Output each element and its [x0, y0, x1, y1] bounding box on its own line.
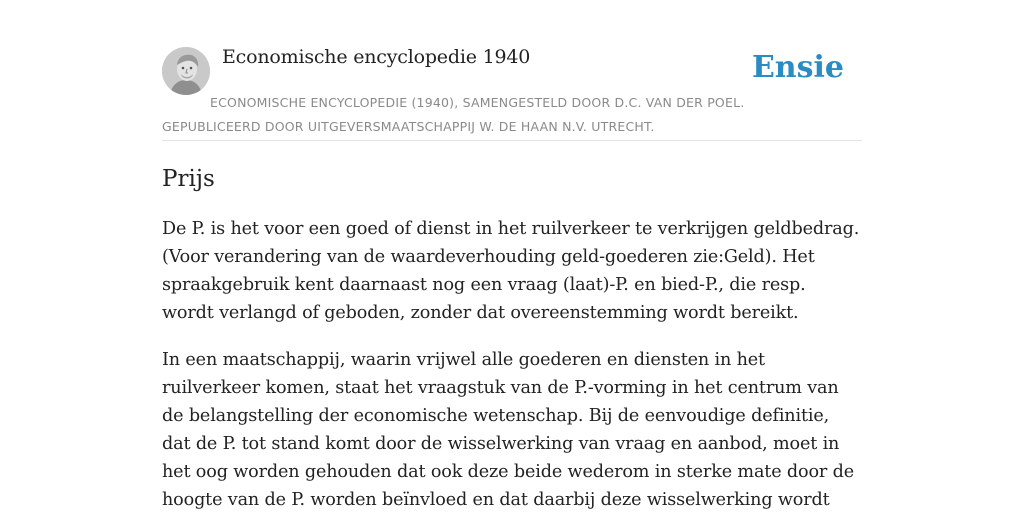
article-paragraph: De P. is het voor een goed of dienst in het ruilverkeer te verkrijgen geldbedrag. (Voor verandering van de waardeverhouding geld-goederen zie:Geld). Het spraakgebruik kent daarnaast nog een vraag (laat)-P. en bied-P., die resp. wordt verlangd of geboden, zonder dat overeenstemming wordt bereikt.	[162, 219, 860, 323]
book-meta-description: ECONOMISCHE ENCYCLOPEDIE (1940), SAMENGESTELD DOOR D.C. VAN DER POEL. GEPUBLICEERD DOOR UITGEVERSMAATSCHAPPIJ W. DE HAAN N.V. UTRECHT.	[162, 95, 745, 134]
article-body	[162, 163, 862, 514]
brand-logo-link[interactable]: Ensie	[751, 50, 844, 85]
article-paragraph: In een maatschappij, waarin vrijwel alle goederen en diensten in het ruilverkeer komen, staat het vraagstuk van de P.-vorming in het centrum van de belangstelling der economische wetenschap. Bij de eenvoudige definitie, dat de P. tot stand komt door de wisselwerking van vraag en aanbod, moet in het oog worden gehouden dat ook deze beide wederom in sterke mate door de hoogte van de P. worden beïnvloed en dat daarbij deze wisselwerking wordt	[162, 350, 854, 510]
page-header	[162, 46, 862, 141]
article-title: Prijs	[162, 166, 215, 192]
portrait-avatar-icon	[162, 47, 210, 95]
book-title[interactable]: Economische encyclopedie 1940	[222, 46, 531, 68]
